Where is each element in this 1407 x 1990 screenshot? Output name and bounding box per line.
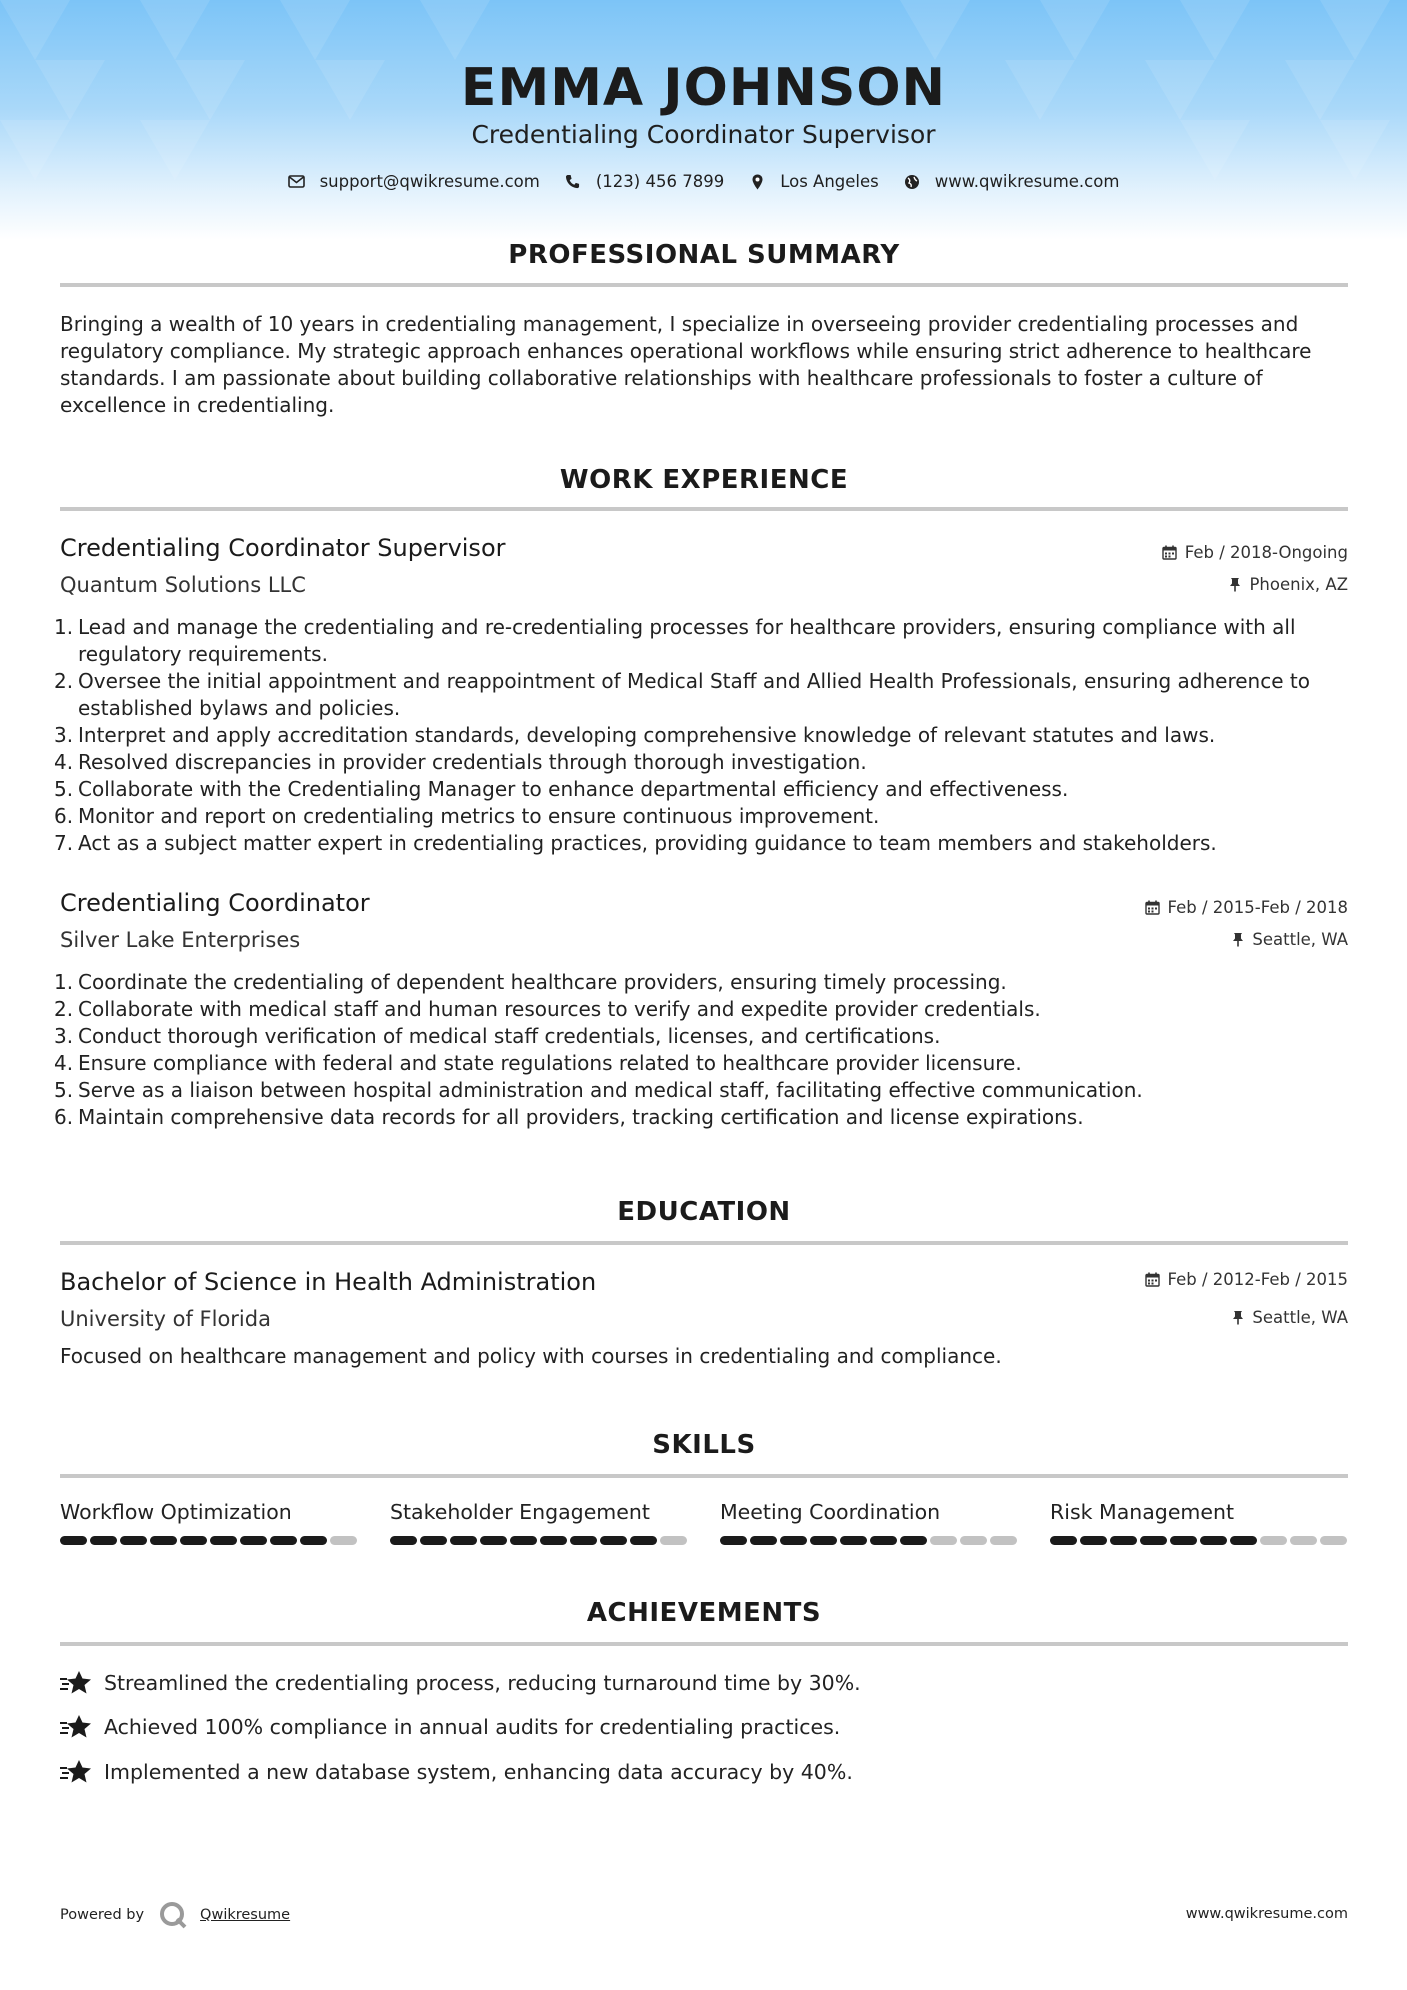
job-location-text: Phoenix, AZ [1249,575,1348,594]
rating-dot-filled [120,1536,147,1545]
shooting-star-icon [60,1759,92,1785]
education-description: Focused on healthcare management and policy with courses in credentialing and compliance. [60,1344,1002,1368]
education-location-text: Seattle, WA [1252,1308,1348,1327]
rating-dot-filled [90,1536,117,1545]
achievement-item [60,1759,853,1785]
skills-divider [60,1474,1348,1478]
rating-dot-filled [480,1536,507,1545]
email-text: support@qwikresume.com [319,172,540,191]
rating-dot-filled [900,1536,927,1545]
job-dates-text: Feb / 2018-Ongoing [1184,543,1348,562]
experience-heading: WORK EXPERIENCE [559,465,849,495]
job-location-text: Seattle, WA [1252,930,1348,949]
list-item: 4. Ensure compliance with federal and state regulations related to healthcare provider licensure. [54,1051,1022,1075]
contact-email[interactable] [288,172,540,191]
rating-dot-filled [870,1536,897,1545]
rating-dot-filled [840,1536,867,1545]
list-item: 7. Act as a subject matter expert in credentialing practices, providing guidance to team members and stakeholders. [54,831,1217,855]
contact-website[interactable] [903,172,1120,191]
skill-rating [390,1536,690,1545]
achievement-text: Achieved 100% compliance in annual audits for credentialing practices. [104,1715,841,1739]
globe-icon [903,173,921,191]
envelope-icon [288,173,306,191]
rating-dot-empty [330,1536,357,1545]
list-item: 5. Serve as a liaison between hospital administration and medical staff, facilitating effective communication. [54,1078,1143,1102]
candidate-name: EMMA JOHNSON [460,58,947,118]
achievements-heading: ACHIEVEMENTS [586,1598,822,1628]
rating-dot-filled [390,1536,417,1545]
skills-grid [60,1500,1350,1545]
rating-dot-filled [150,1536,177,1545]
rating-dot-filled [210,1536,237,1545]
summary-text: Bringing a wealth of 10 years in credentialing management, I specialize in overseeing provider credentialing processes and regulatory compliance. My strategic approach enhances operational workflows while ensuring strict adherence to healthcare standards. I am passionate about building collaborative relationships with healthcare professionals to foster a culture of excellence in credentialing. [60,312,1312,417]
footer-website[interactable]: www.qwikresume.com [1185,1906,1348,1922]
list-item: 1. Coordinate the credentialing of dependent healthcare providers, ensuring timely processing. [54,970,1007,994]
skill-rating [720,1536,1020,1545]
contact-bar [0,172,1407,191]
rating-dot-filled [240,1536,267,1545]
education-heading: EDUCATION [617,1197,791,1227]
skills-heading: SKILLS [652,1430,756,1460]
job-dates [1145,898,1348,917]
achievement-item [60,1670,861,1696]
rating-dot-empty [1290,1536,1317,1545]
job-dates [1162,543,1348,562]
list-item: 2. Collaborate with medical staff and human resources to verify and expedite provider credentials. [54,997,1041,1021]
education-dates [1145,1270,1348,1289]
degree-title: Bachelor of Science in Health Administration [60,1268,597,1296]
rating-dot-filled [1140,1536,1167,1545]
achievement-item [60,1714,840,1740]
phone-text: (123) 456 7899 [595,172,725,191]
company-name: Silver Lake Enterprises [60,928,301,952]
list-item: 6. Monitor and report on credentialing metrics to ensure continuous improvement. [54,804,880,828]
rating-dot-filled [60,1536,87,1545]
rating-dot-empty [1320,1536,1347,1545]
achievements-divider [60,1642,1348,1646]
rating-dot-filled [1110,1536,1137,1545]
rating-dot-filled [1170,1536,1197,1545]
skill-rating [1050,1536,1350,1545]
rating-dot-filled [270,1536,297,1545]
contact-phone[interactable] [564,172,724,191]
summary-heading: PROFESSIONAL SUMMARY [508,240,900,270]
candidate-title: Credentialing Coordinator Supervisor [471,120,936,149]
shooting-star-icon [60,1714,92,1740]
rating-dot-filled [570,1536,597,1545]
education-dates-text: Feb / 2012-Feb / 2015 [1167,1270,1348,1289]
job-location [1232,930,1348,949]
rating-dot-filled [1050,1536,1077,1545]
rating-dot-filled [750,1536,777,1545]
shooting-star-icon [60,1670,92,1696]
skill-item [60,1500,360,1545]
job-title: Credentialing Coordinator Supervisor [60,534,506,562]
map-pin-icon [748,173,766,191]
skill-item [1050,1500,1350,1545]
job-title: Credentialing Coordinator [60,889,370,917]
location-text: Los Angeles [780,172,879,191]
rating-dot-filled [720,1536,747,1545]
list-item: 1. Lead and manage the credentialing and re-credentialing processes for healthcare providers, ensuring compliance with all regulatory requirements. [54,615,1296,666]
website-text: www.qwikresume.com [934,172,1120,191]
calendar-icon [1145,1272,1160,1287]
phone-icon [564,173,582,191]
rating-dot-filled [630,1536,657,1545]
skill-item [390,1500,690,1545]
skill-name: Stakeholder Engagement [390,1500,650,1524]
list-item: 5. Collaborate with the Credentialing Manager to enhance departmental efficiency and effectiveness. [54,777,1069,801]
pushpin-icon [1229,577,1241,592]
education-divider [60,1241,1348,1245]
skill-rating [60,1536,360,1545]
skill-name: Workflow Optimization [60,1500,292,1524]
calendar-icon [1162,545,1177,560]
list-item: 6. Maintain comprehensive data records for all providers, tracking certification and license expirations. [54,1105,1084,1129]
rating-dot-empty [990,1536,1017,1545]
rating-dot-filled [180,1536,207,1545]
company-name: Quantum Solutions LLC [60,573,306,597]
skill-item [720,1500,1020,1545]
rating-dot-filled [1200,1536,1227,1545]
qwikresume-link[interactable]: Qwikresume [200,1907,291,1923]
list-item: 3. Interpret and apply accreditation standards, developing comprehensive knowledge of relevant statutes and laws. [54,723,1216,747]
rating-dot-empty [660,1536,687,1545]
list-item: 3. Conduct thorough verification of medical staff credentials, licenses, and certifications. [54,1024,941,1048]
pushpin-icon [1232,932,1244,947]
rating-dot-empty [1260,1536,1287,1545]
rating-dot-filled [600,1536,627,1545]
school-name: University of Florida [60,1307,271,1331]
rating-dot-filled [300,1536,327,1545]
rating-dot-filled [420,1536,447,1545]
rating-dot-empty [960,1536,987,1545]
rating-dot-filled [810,1536,837,1545]
summary-divider [60,283,1348,287]
rating-dot-filled [1080,1536,1107,1545]
job-location [1229,575,1348,594]
skill-name: Meeting Coordination [720,1500,941,1524]
job-dates-text: Feb / 2015-Feb / 2018 [1167,898,1348,917]
footer-branding [60,1900,290,1930]
qwikresume-logo-icon [158,1900,188,1930]
contact-location [748,172,879,191]
achievement-text: Implemented a new database system, enhancing data accuracy by 40%. [104,1760,853,1784]
powered-by-label: Powered by [60,1907,145,1923]
experience-divider [60,507,1348,511]
pushpin-icon [1232,1310,1244,1325]
list-item: 2. Oversee the initial appointment and reappointment of Medical Staff and Allied Health Professionals, ensuring adherence to established bylaws and policies. [54,669,1310,720]
job-duties-list [54,614,1350,857]
calendar-icon [1145,900,1160,915]
job-duties-list [54,969,1350,1131]
rating-dot-filled [780,1536,807,1545]
rating-dot-filled [540,1536,567,1545]
rating-dot-filled [510,1536,537,1545]
education-location [1232,1308,1348,1327]
rating-dot-filled [1230,1536,1257,1545]
achievement-text: Streamlined the credentialing process, reducing turnaround time by 30%. [104,1671,861,1695]
list-item: 4. Resolved discrepancies in provider credentials through thorough investigation. [54,750,867,774]
rating-dot-empty [930,1536,957,1545]
skill-name: Risk Management [1050,1500,1235,1524]
rating-dot-filled [450,1536,477,1545]
